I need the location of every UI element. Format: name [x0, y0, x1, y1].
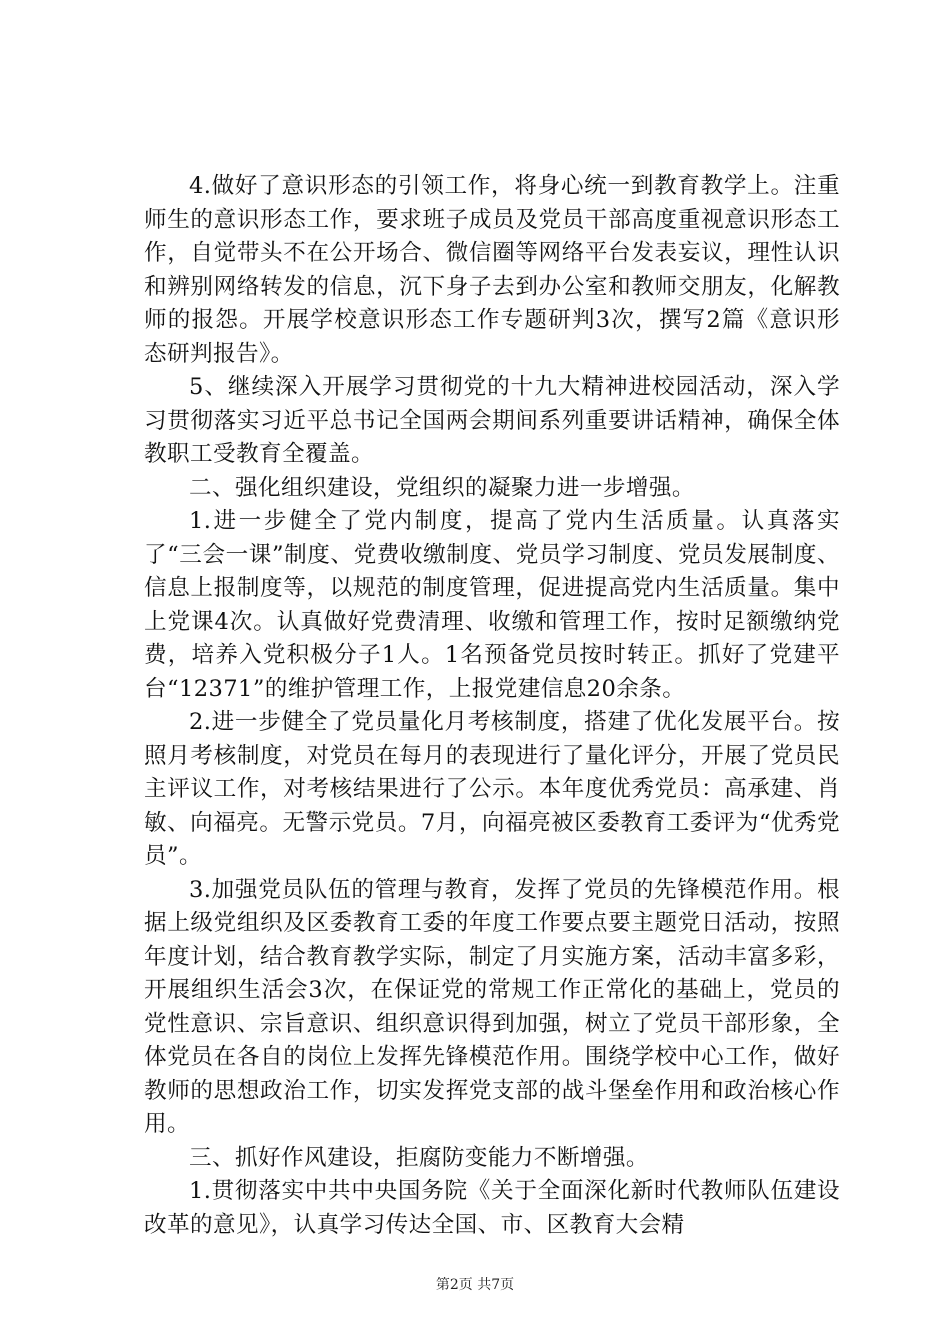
paragraph-ideology-work: 4.做好了意识形态的引领工作，将身心统一到教育教学上。注重师生的意识形态工作，要求班子成员及党员干部高度重视意识形态工作，自觉带头不在公开场合、微信圈等网络平台发表妄议，理性认识和辨别网络转发的信息，沉下身子去到办公室和教师交朋友，化解教师的报怨。开展学校意识形态工作专题研判3次，撰写2篇《意识形态研判报告》。: [144, 173, 840, 367]
paragraph-study-activity: 5、继续深入开展学习贯彻党的十九大精神进校园活动，深入学习贯彻落实习近平总书记全国两会期间系列重要讲话精神，确保全体教职工受教育全覆盖。: [144, 374, 840, 467]
document-body: [144, 170, 840, 1242]
section-heading-organization: 二、强化组织建设，党组织的凝聚力进一步增强。: [189, 474, 695, 501]
page-number-footer: 第2页 共7页: [435, 1277, 515, 1293]
paragraph-monthly-assessment: 2.进一步健全了党员量化月考核制度，搭建了优化发展平台。按照月考核制度，对党员在每月的表现进行了量化评分，开展了党员民主评议工作，对考核结果进行了公示。本年度优秀党员：高承建、肖敏、向福亮。无警示党员。7月，向福亮被区委教育工委评为“优秀党员”。: [144, 709, 840, 869]
paragraph-party-system: 1.进一步健全了党内制度，提高了党内生活质量。认真落实了“三会一课”制度、党费收缴制度、党员学习制度、党员发展制度、信息上报制度等，以规范的制度管理，促进提高党内生活质量。集中上党课4次。认真做好党费清理、收缴和管理工作，按时足额缴纳党费，培养入党积极分子1人。1名预备党员按时转正。抓好了党建平台“12371”的维护管理工作，上报党建信息20余条。: [144, 508, 840, 702]
paragraph-teacher-reform: 1.贯彻落实中共中央国务院《关于全面深化新时代教师队伍建设改革的意见》，认真学习传达全国、市、区教育大会精: [144, 1178, 840, 1238]
paragraph-member-management: 3.加强党员队伍的管理与教育，发挥了党员的先锋模范作用。根据上级党组织及区委教育工委的年度工作要点要主题党日活动，按照年度计划，结合教育教学实际，制定了月实施方案，活动丰富多彩，开展组织生活会3次，在保证党的常规工作正常化的基础上，党员的党性意识、宗旨意识、组织意识得到加强，树立了党员干部形象，全体党员在各自的岗位上发挥先锋模范作用。围绕学校中心工作，做好教师的思想政治工作，切实发挥党支部的战斗堡垒作用和政治核心作用。: [144, 876, 840, 1137]
section-heading-work-style: 三、抓好作风建设，拒腐防变能力不断增强。: [189, 1144, 649, 1171]
